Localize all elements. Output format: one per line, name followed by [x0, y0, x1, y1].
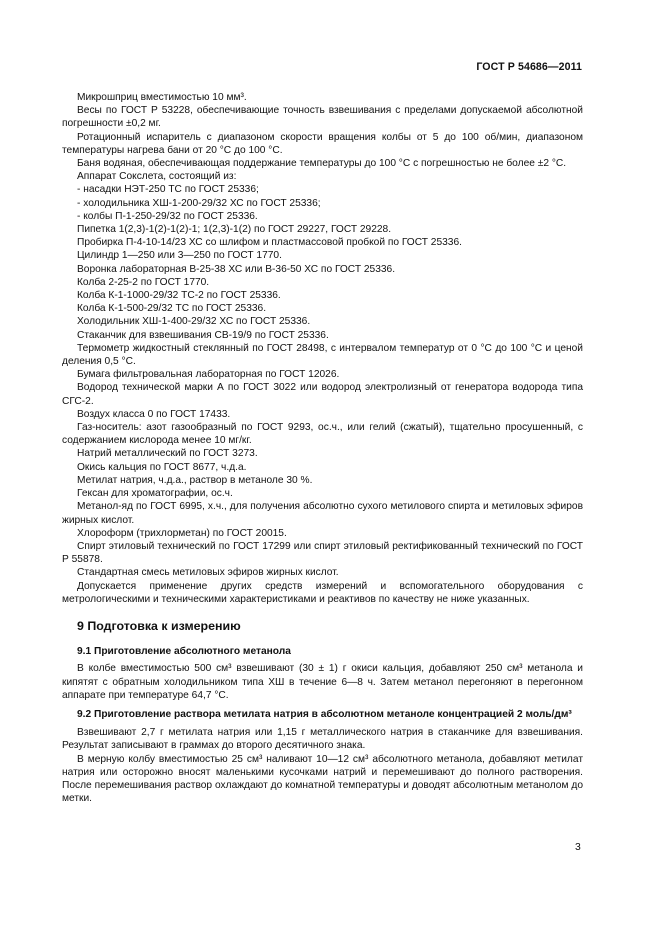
list-dash-item: - насадки НЭТ-250 ТС по ГОСТ 25336;	[77, 184, 259, 196]
equipment-item: Стандартная смесь метиловых эфиров жирных кислот.	[77, 567, 339, 579]
equipment-item: Пробирка П-4-10-14/23 ХС со шлифом и пластмассовой пробкой по ГОСТ 25336.	[77, 237, 462, 249]
document-header: ГОСТ Р 54686—2011	[476, 61, 582, 73]
equipment-item: Колба 2-25-2 по ГОСТ 1770.	[77, 276, 210, 288]
equipment-item: Гексан для хроматографии, ос.ч.	[77, 488, 233, 500]
equipment-item: Термометр жидкостный стеклянный по ГОСТ 28498, с интервалом температур от 0 °С до 100 °С и ценой деления 0,5 °С.	[62, 342, 583, 368]
equipment-item: Натрий металлический по ГОСТ 3273.	[77, 448, 258, 460]
equipment-item: Ротационный испаритель с диапазоном скорости вращения колбы от 5 до 100 об/мин, диапазоном температуры нагрева бани от 20 °С до 100 °С.	[62, 131, 583, 156]
equipment-item: Колба К-1-1000-29/32 ТС-2 по ГОСТ 25336.	[77, 290, 281, 302]
equipment-item: Микрошприц вместимостью 10 мм³.	[77, 92, 247, 103]
equipment-item: Газ-носитель: азот газообразный по ГОСТ 9293, ос.ч., или гелий (сжатый), тщательно просушенный, с содержанием кислорода менее 10 мг/кг.	[62, 422, 583, 447]
subsection-9-2-paragraph-2: В мерную колбу вместимостью 25 см³ наливают 10—12 см³ абсолютного метанола, добавляют метилат натрия или осторожно вносят маленькими кусочками натрий и перемешивают до полного растворения. После перемешивания раствор охлаждают до комнатной температуры и доводят абсолютным метанолом до метки.	[62, 753, 583, 805]
subsection-9-2-paragraph-1: Взвешивают 2,7 г метилата натрия или 1,15 г металлического натрия в стаканчике для взвешивания. Результат записывают в граммах до второго десятичного знака.	[62, 727, 583, 752]
equipment-item: Холодильник ХШ-1-400-29/32 ХС по ГОСТ 25336.	[77, 316, 311, 328]
subsection-9-1-title: 9.1 Приготовление абсолютного метанола	[77, 646, 291, 658]
equipment-item: Стаканчик для взвешивания СВ-19/9 по ГОСТ 25336.	[77, 329, 329, 341]
equipment-item: Воронка лабораторная В-25-38 ХС или В-36-50 ХС по ГОСТ 25336.	[77, 263, 396, 275]
equipment-item: Окись кальция по ГОСТ 8677, ч.д.а.	[77, 461, 247, 473]
equipment-item: Аппарат Сокслета, состоящий из:	[77, 171, 237, 183]
equipment-item: Водород технической марки А по ГОСТ 3022 или водород электролизный от генератора водорода типа СГС-2.	[62, 382, 583, 407]
section-9-title: 9 Подготовка к измерению	[77, 618, 241, 633]
equipment-item: Допускается применение других средств измерений и вспомогательного оборудования с метрологическими и техническими характеристиками и реактивов по качеству не ниже указанных.	[62, 580, 583, 605]
equipment-item: Весы по ГОСТ Р 53228, обеспечивающие точность взвешивания с пределами допускаемой абсолютной погрешности ±0,2 мг.	[62, 105, 583, 130]
equipment-list	[62, 91, 583, 606]
equipment-item: Цилиндр 1—250 или 3—250 по ГОСТ 1770.	[77, 250, 282, 262]
list-dash-item: - холодильника ХШ-1-200-29/32 ХС по ГОСТ 25336;	[77, 197, 321, 209]
equipment-item: Воздух класса 0 по ГОСТ 17433.	[77, 408, 231, 420]
page-number: 3	[575, 842, 581, 853]
equipment-item: Хлороформ (трихлорметан) по ГОСТ 20015.	[77, 527, 287, 539]
equipment-item: Спирт этиловый технический по ГОСТ 17299 или спирт этиловый ректификованный технический по ГОСТ Р 55878.	[62, 540, 583, 566]
list-dash-item: - колбы П-1-250-29/32 по ГОСТ 25336.	[77, 210, 258, 222]
equipment-item: Метанол-яд по ГОСТ 6995, х.ч., для получения абсолютно сухого метилового спирта и метиловых эфиров жирных кислот.	[62, 501, 583, 526]
subsection-9-2-title: 9.2 Приготовление раствора метилата натрия в абсолютном метаноле концентрацией 2 моль/дм³	[77, 708, 572, 720]
equipment-item: Метилат натрия, ч.д.а., раствор в метаноле 30 %.	[77, 474, 313, 486]
equipment-item: Бумага фильтровальная лабораторная по ГОСТ 12026.	[77, 369, 340, 381]
subsection-9-1-text: В колбе вместимостью 500 см³ взвешивают (30 ± 1) г окиси кальция, добавляют 250 см³ метанола и кипятят с обратным холодильником типа ХШ в течение 6—8 ч. Затем метанол перегоняют в перегонном аппарате при температуре 64,7 °С.	[62, 663, 583, 701]
equipment-item: Колба К-1-500-29/32 ТС по ГОСТ 25336.	[77, 303, 267, 315]
equipment-item: Баня водяная, обеспечивающая поддержание температуры до 100 °С с погрешностью не более ±2 °С.	[77, 158, 567, 170]
page-content	[62, 91, 583, 805]
equipment-item: Пипетка 1(2,3)-1(2)-1(2)-1; 1(2,3)-1(2) по ГОСТ 29227, ГОСТ 29228.	[77, 224, 392, 236]
